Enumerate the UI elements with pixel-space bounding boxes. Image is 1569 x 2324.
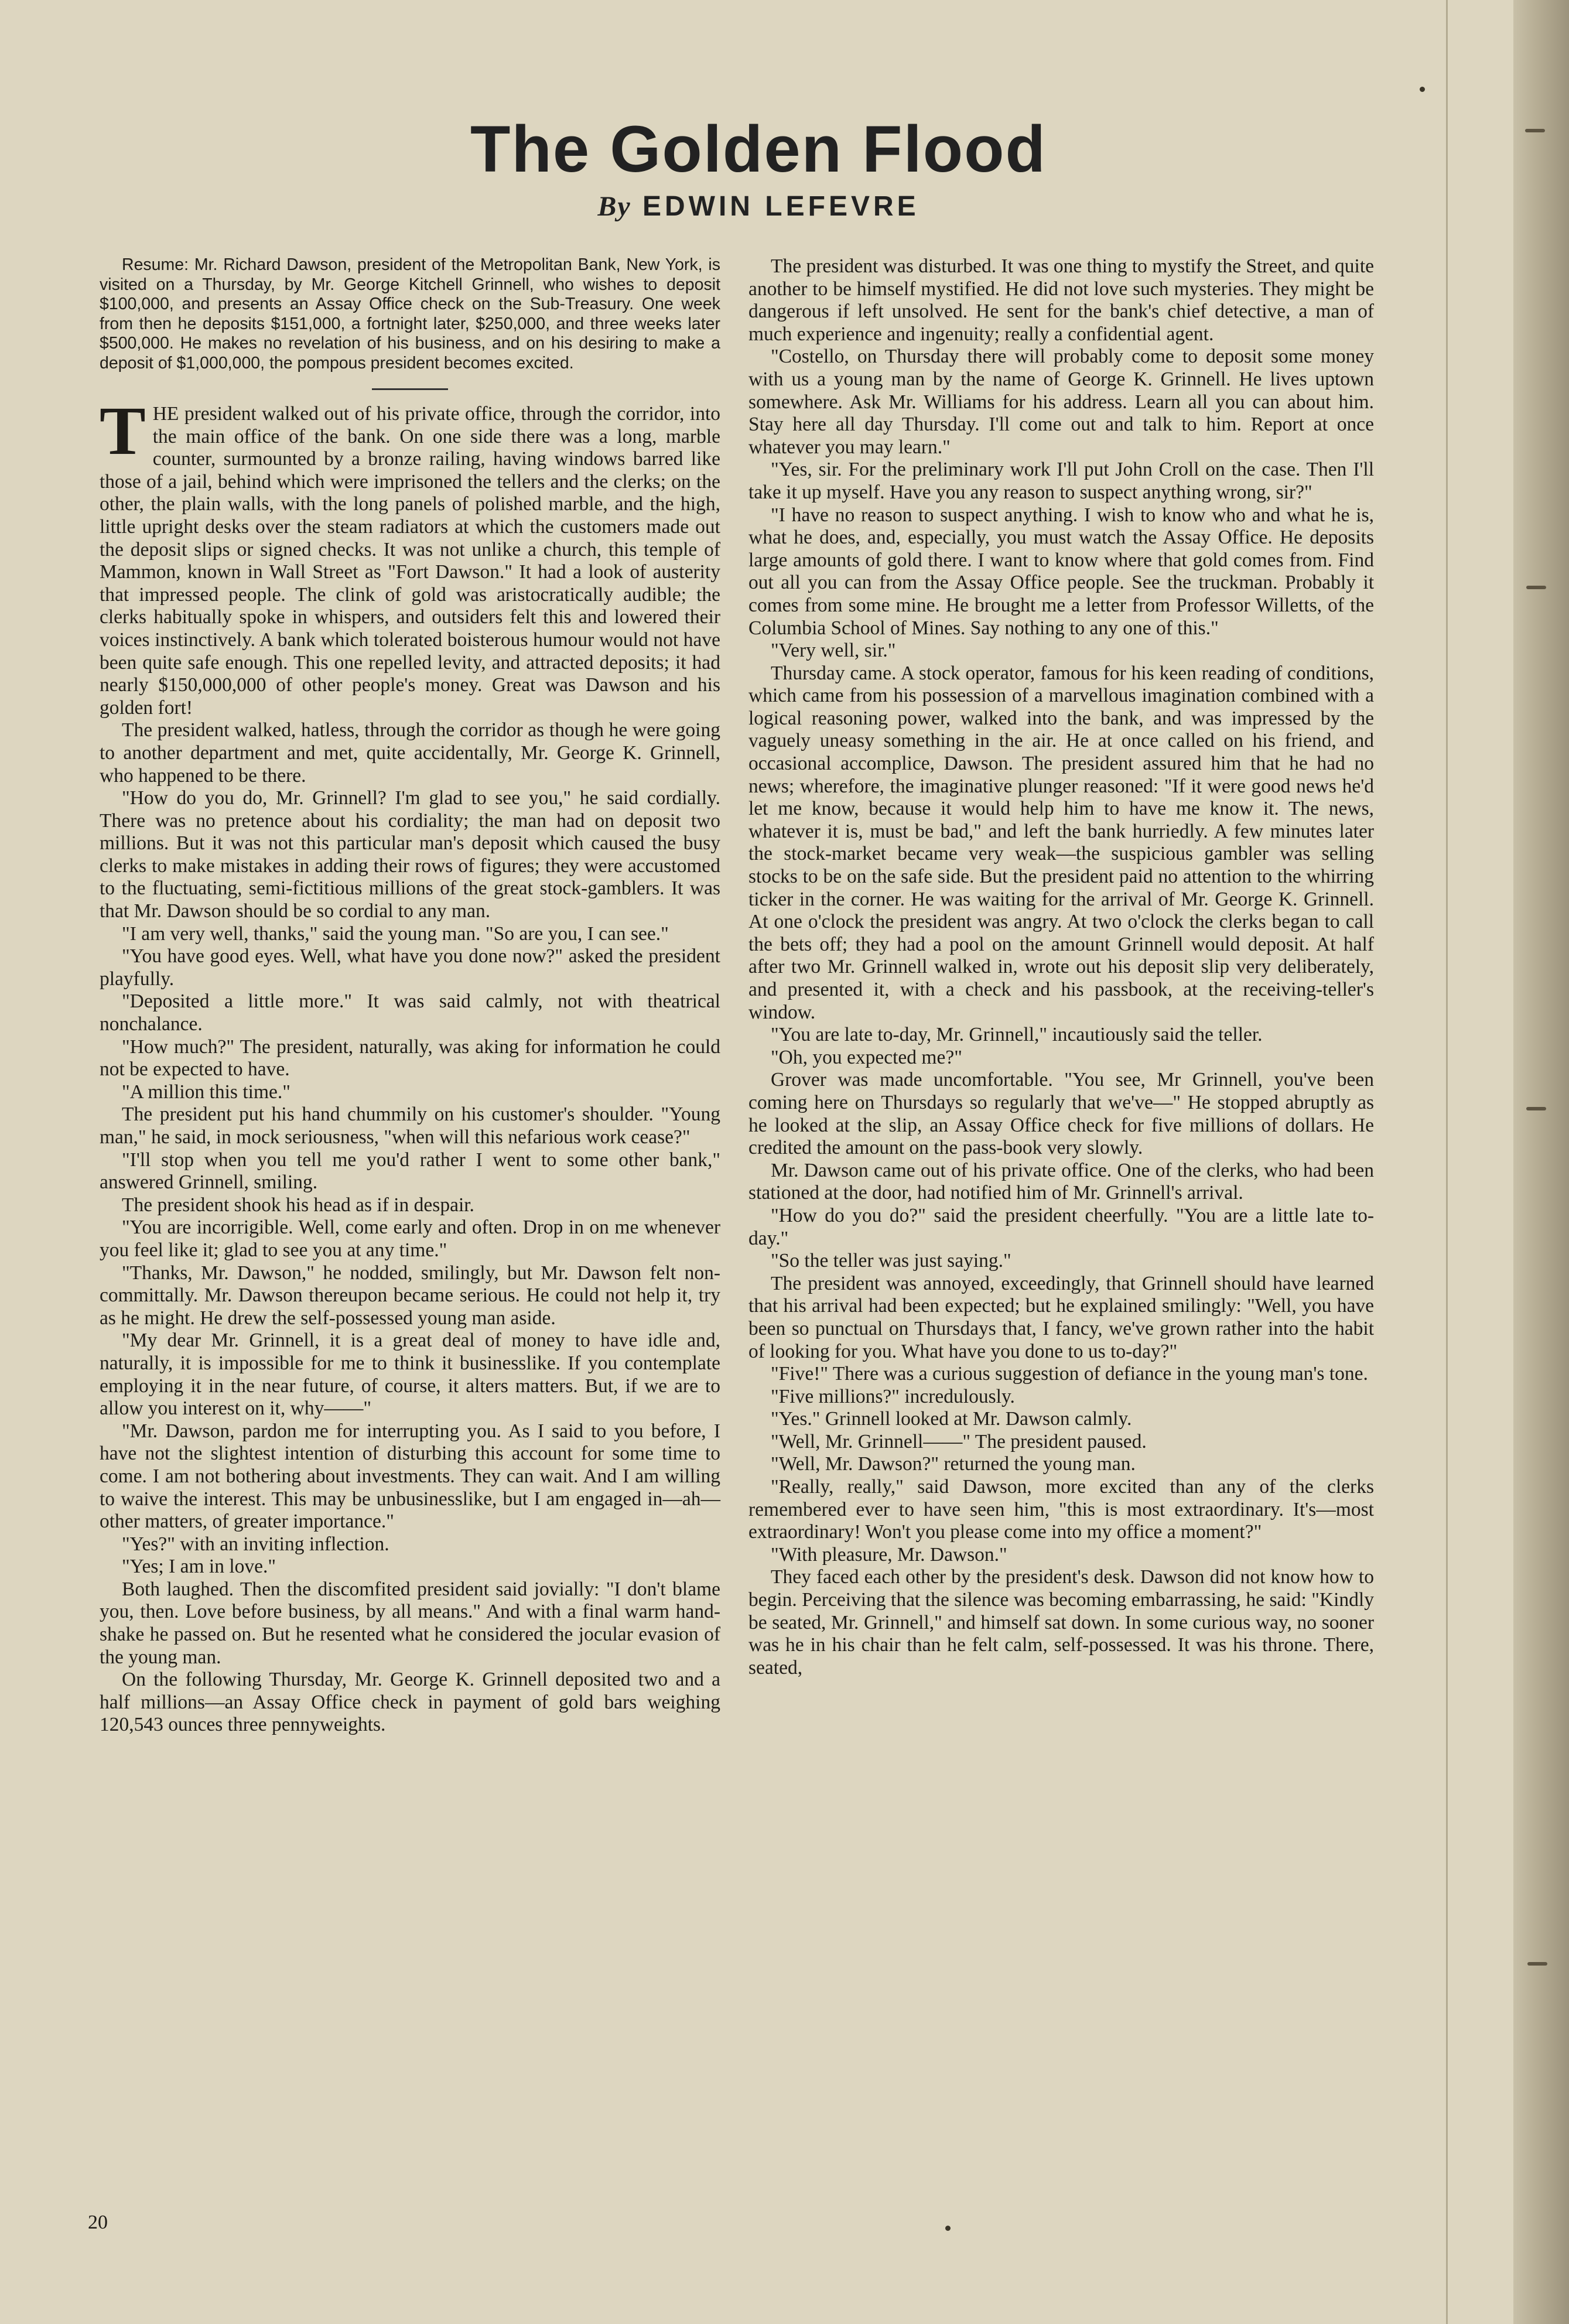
byline-author: EDWIN LEFEVRE	[642, 191, 919, 222]
article-paragraph: They faced each other by the president's desk. Dawson did not know how to begin. Perceiving that the silence was becoming embarrassing, he said: "Kindly be seated, Mr. Grinnell," and himself sat down. In some curious way, no sooner was he in his chair than he felt calm, self-possessed. It was his throne. There, seated,	[748, 1566, 1374, 1679]
resume-summary: Resume: Mr. Richard Dawson, president of the Metropolitan Bank, New York, is visited on a Thursday, by Mr. George Kitchell Grinnell, who wishes to deposit $100,000, and presents an Assay Office check on the Sub-Treasury. One week from then he deposits $151,000, a fortnight later, $250,000, and three weeks later $500,000. He makes no revelation of his business, and on his desiring to make a deposit of $1,000,000, the pompous president becomes excited.	[100, 255, 720, 372]
section-divider	[372, 388, 448, 390]
binding-mark	[1526, 586, 1546, 589]
article-paragraph: "I am very well, thanks," said the young man. "So are you, I can see."	[122, 922, 669, 945]
page-number: 20	[88, 2212, 108, 2233]
right-column	[748, 255, 1374, 1679]
article-paragraph: "You have good eyes. Well, what have you done now?" asked the president playfully.	[100, 945, 720, 990]
article-paragraph: "Well, Mr. Dawson?" returned the young man.	[771, 1453, 1136, 1475]
article-paragraph: The president was disturbed. It was one thing to mystify the Street, and quite another to be himself mystified. He did not love such mysteries. They might be dangerous if left unsolved. He sent for the bank's chief detective, a man of much experience and ingenuity; really a confidential agent.	[748, 255, 1374, 345]
opening-paragraph	[100, 392, 720, 719]
drop-cap: T	[100, 392, 146, 469]
article-paragraph: "So the teller was just saying."	[771, 1250, 1011, 1272]
article-paragraph: "My dear Mr. Grinnell, it is a great deal of money to have idle and, naturally, it is impossible for me to think it businesslike. If you contemplate employing it in the near future, of course, it alters matters. But, if we are to allow you interest on it, why——"	[100, 1330, 720, 1420]
article-paragraph: "You are late to-day, Mr. Grinnell," incautiously said the teller.	[771, 1024, 1263, 1046]
article-paragraph: "With pleasure, Mr. Dawson."	[771, 1543, 1007, 1566]
article-paragraph: The president was annoyed, exceedingly, that Grinnell should have learned that his arrival had been expected; but he explained smilingly: "Well, you have been so punctual on Thursdays that, I fancy, we've grown rather into the habit of looking for you. What have you done to us to-day?"	[748, 1272, 1374, 1362]
article-byline	[0, 190, 1517, 223]
article-paragraph: "I have no reason to suspect anything. I wish to know who and what he is, what he does, and, especially, you must watch the Assay Office. He deposits large amounts of gold there. I want to know where that gold comes from. Find out all you can from the Assay Office people. See the truckman. Probably it comes from some mine. He brought me a letter from Professor Willetts, of the Columbia School of Mines. Say nothing to any one of this."	[748, 504, 1374, 639]
article-paragraph: "You are incorrigible. Well, come early and often. Drop in on me whenever you feel like it; glad to see you at any time."	[100, 1216, 720, 1261]
article-paragraph: "Five!" There was a curious suggestion of defiance in the young man's tone.	[771, 1363, 1368, 1385]
article-paragraph: The president put his hand chummily on his customer's shoulder. "Young man," he said, in mock seriousness, "when will this nefarious work cease?"	[100, 1103, 720, 1148]
article-paragraph: "Yes?" with an inviting inflection.	[122, 1533, 389, 1555]
binding-crease	[1446, 0, 1448, 2324]
article-paragraph: "Mr. Dawson, pardon me for interrupting you. As I said to you before, I have not the slightest intention of disturbing this account for some time to come. I am not bothering about investments. They can wait. And I am willing to waive the interest. This may be unbusinesslike, but I am engaged in—ah—other matters, of greater importance."	[100, 1420, 720, 1533]
print-speck	[945, 2226, 951, 2231]
article-paragraph: "Yes; I am in love."	[122, 1556, 276, 1578]
article-paragraph: "How much?" The president, naturally, was aking for information he could not be expected to have.	[100, 1035, 720, 1081]
article-paragraph: "Really, really," said Dawson, more excited than any of the clerks remembered ever to have seen him, "this is most extraordinary. It's—most extraordinary! Won't you please come into my office a moment?"	[748, 1476, 1374, 1543]
article-paragraph: "Yes." Grinnell looked at Mr. Dawson calmly.	[771, 1408, 1132, 1430]
article-paragraph: "How do you do, Mr. Grinnell? I'm glad to see you," he said cordially. There was no pretence about his cordiality; the man had on deposit two millions. But it was not this particular man's deposit which caused the busy clerks to make mistakes in adding their rows of figures; they were accustomed to the fluctuating, semi-fictitious millions of the great stock-gamblers. It was that Mr. Dawson should be so cordial to any man.	[100, 787, 720, 922]
left-column	[100, 255, 720, 1737]
article-paragraph: Both laughed. Then the discomfited president said jovially: "I don't blame you, then. Love before business, by all means." And with a final warm hand-shake he passed on. But he resented what he considered the jocular evasion of the young man.	[100, 1578, 720, 1668]
article-title: The Golden Flood	[470, 112, 1047, 186]
article-paragraph: "Very well, sir."	[771, 640, 896, 662]
print-speck	[1420, 87, 1425, 92]
article-paragraph: "Well, Mr. Grinnell——" The president paused.	[771, 1430, 1147, 1452]
opening-text: HE president walked out of his private office, through the corridor, into the main office of the bank. On one side there was a long, marble counter, surmounted by a bronze railing, having windows barred like those of a jail, behind which were imprisoned the tellers and the clerks; on the other, the plain walls, with the long panels of polished marble, and the high, little upright desks over the steam radiators at which the customers made out the deposit slips or signed checks. It was not unlike a church, this temple of Mammon, known in Wall Street as "Fort Dawson." It had a look of austerity that impressed people. The clink of gold was aristocratically audible; the clerks habitually spoke in whispers, and outsiders felt this and lowered their voices instinctively. A bank which tolerated boisterous humour would not have been quite safe enough. This one repelled levity, and attracted deposits; it had nearly $150,000,000 of other people's money. Great was Dawson and his golden fort!	[100, 403, 720, 719]
binding-mark	[1526, 1107, 1546, 1110]
article-paragraph: "Oh, you expected me?"	[771, 1046, 962, 1068]
article-paragraph: Grover was made uncomfortable. "You see, Mr Grinnell, you've been coming here on Thursdays so regularly that we've—" He stopped abruptly as he looked at the slip, an Assay Office check for five millions of dollars. He credited the amount on the pass-book very slowly.	[748, 1069, 1374, 1159]
article-paragraph: The president shook his head as if in despair.	[122, 1194, 474, 1216]
article-paragraph: "I'll stop when you tell me you'd rather I went to some other bank," answered Grinnell, smiling.	[100, 1149, 720, 1194]
article-paragraph: "Deposited a little more." It was said calmly, not with theatrical nonchalance.	[100, 990, 720, 1035]
article-paragraph: Mr. Dawson came out of his private office. One of the clerks, who had been stationed at the door, had notified him of Mr. Grinnell's arrival.	[748, 1159, 1374, 1204]
byline-by: By	[597, 191, 631, 222]
page-gutter	[1513, 0, 1569, 2324]
right-paragraphs	[748, 255, 1374, 1679]
article-paragraph: "Costello, on Thursday there will probably come to deposit some money with us a young man by the name of George K. Grinnell. He lives uptown somewhere. Ask Mr. Williams for his address. Learn all you can about him. Stay here all day Thursday. I'll come out and talk to him. Report at once whatever you may learn."	[748, 346, 1374, 458]
article-paragraph: Thursday came. A stock operator, famous for his keen reading of conditions, which came from his possession of a marvellous imagination combined with a logical reasoning power, walked into the bank, and was impressed by the vaguely uneasy something in the air. He at once called on his friend, and occasional accomplice, Dawson. The president assured him that he had no news; wherefore, the imaginative plunger reasoned: "If it were good news he'd let me know, because it would help him to have me know it. The news, whatever it is, must be bad," and left the bank hurriedly. A few minutes later the stock-market became very weak—the suspicious gambler was selling stocks to be on the safe side. But the president paid no attention to the whirring ticker in the corner. He was waiting for the arrival of Mr. George K. Grinnell. At one o'clock the president was angry. At two o'clock the clerks began to call the bets off; they had a pool on the amount Grinnell would deposit. At half after two Mr. Grinnell walked in, wrote out his deposit slip very deliberately, and presented it, with a check and his passbook, at the receiving-teller's window.	[748, 662, 1374, 1023]
article-paragraph: "Thanks, Mr. Dawson," he nodded, smilingly, but Mr. Dawson felt non-committally. Mr. Dawson thereupon became serious. He could not help it, try as he might. He drew the self-possessed young man aside.	[100, 1262, 720, 1329]
article-paragraph: "Yes, sir. For the preliminary work I'll put John Croll on the case. Then I'll take it up myself. Have you any reason to suspect anything wrong, sir?"	[748, 459, 1374, 503]
binding-mark	[1527, 1962, 1547, 1966]
binding-mark	[1525, 129, 1545, 132]
article-paragraph: The president walked, hatless, through the corridor as though he were going to another department and met, quite accidentally, Mr. George K. Grinnell, who happened to be there.	[100, 719, 720, 787]
article-paragraph: "How do you do?" said the president cheerfully. "You are a little late to-day."	[748, 1204, 1374, 1249]
left-paragraphs	[100, 719, 720, 1737]
article-paragraph: On the following Thursday, Mr. George K. Grinnell deposited two and a half millions—an Assay Office check in payment of gold bars weighing 120,543 ounces three pennyweights.	[100, 1669, 720, 1736]
article-paragraph: "A million this time."	[122, 1081, 290, 1103]
article-paragraph: "Five millions?" incredulously.	[771, 1385, 1015, 1407]
